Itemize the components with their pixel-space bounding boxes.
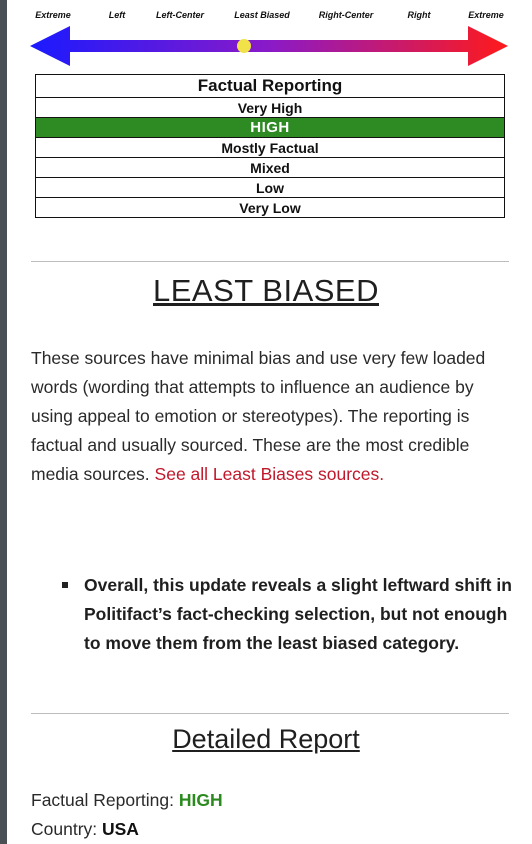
scale-label-right: Right	[407, 10, 431, 20]
rating-title: LEAST BIASED	[153, 273, 379, 308]
bullet-square-icon	[62, 582, 68, 588]
detail-factual-value: HIGH	[178, 790, 223, 810]
detail-factual-reporting	[31, 790, 223, 811]
bias-arrow	[24, 22, 514, 70]
detailed-report-title: Detailed Report	[172, 724, 360, 754]
detail-country-label: Country:	[31, 819, 102, 839]
factual-reporting-table	[35, 74, 505, 218]
factual-row-mixed: Mixed	[36, 158, 505, 178]
divider-bottom	[31, 713, 509, 714]
detail-country-value: USA	[102, 819, 139, 839]
left-border	[0, 0, 7, 844]
factual-row-high-selected: HIGH	[36, 118, 505, 138]
factual-table-header: Factual Reporting	[36, 75, 505, 98]
scale-label-left-center: Left-Center	[155, 10, 205, 20]
factual-row-mostly-factual: Mostly Factual	[36, 138, 505, 158]
scale-label-least-biased: Least Biased	[234, 10, 290, 20]
bias-arrow-shape	[30, 26, 508, 66]
rating-description-text: These sources have minimal bias and use very few loaded words (wording that attempts to influence an audience by using appeal to emotion or stereotypes). The reporting is factual and usually sourced. These are the most credible media sources.	[31, 348, 486, 484]
scale-label-left: Left	[108, 10, 126, 20]
divider-top	[31, 261, 509, 262]
see-all-least-biased-link[interactable]: See all Least Biases sources.	[154, 464, 385, 484]
scale-label-extreme-right: Extreme	[468, 10, 504, 20]
scale-label-extreme-left: Extreme	[35, 10, 71, 20]
bias-scale	[24, 0, 514, 70]
factual-row-very-low: Very Low	[36, 198, 505, 218]
detail-country	[31, 819, 139, 840]
detail-factual-label: Factual Reporting:	[31, 790, 179, 810]
least-biased-marker	[237, 39, 251, 53]
rating-description	[31, 344, 511, 489]
scale-label-right-center: Right-Center	[318, 10, 374, 20]
summary-bullet	[62, 571, 517, 658]
factual-row-low: Low	[36, 178, 505, 198]
factual-row-very-high: Very High	[36, 98, 505, 118]
summary-bullet-text: Overall, this update reveals a slight leftward shift in Politifact’s fact-checking selection, but not enough to move them from the least biased category.	[84, 575, 512, 653]
